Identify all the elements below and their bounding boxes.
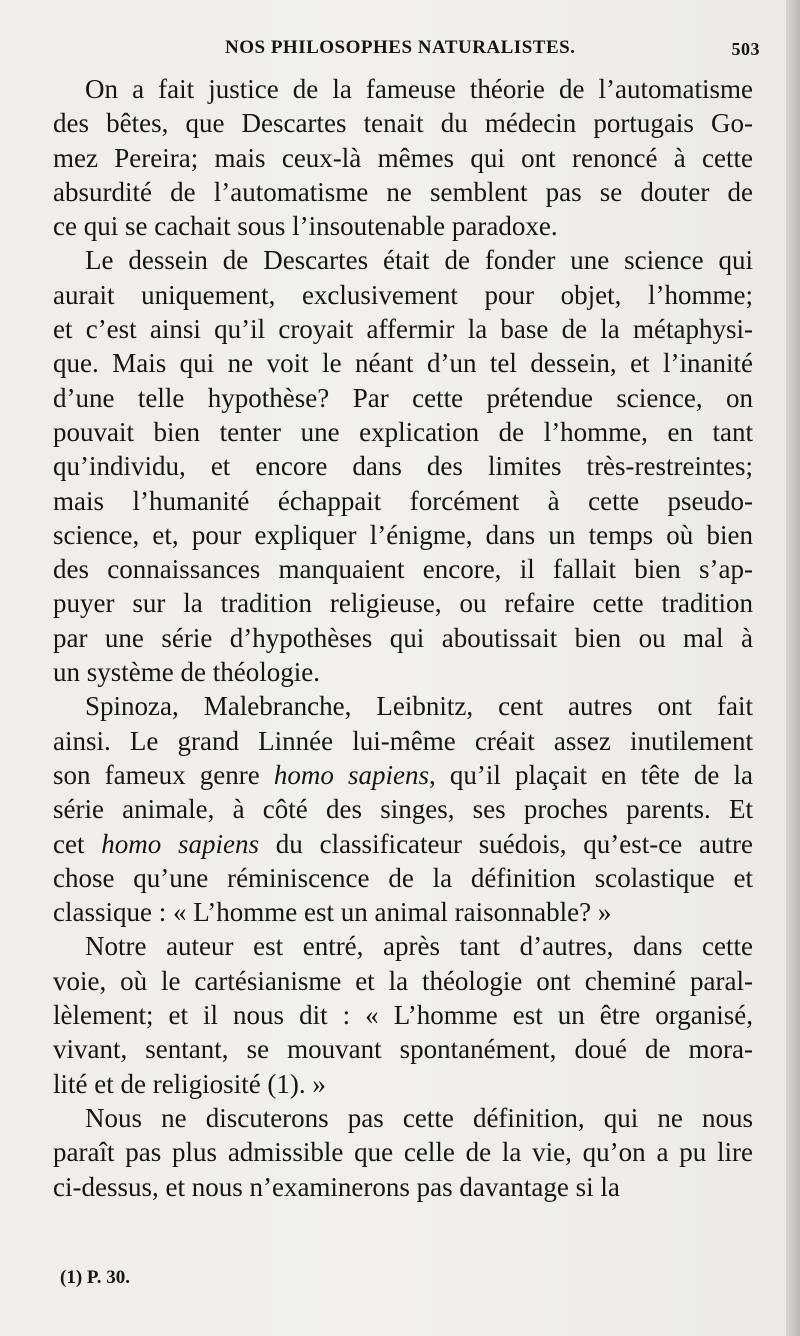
text-line: chose qu’une réminiscence de la définition scolastique et [53, 862, 753, 893]
page-edge-shadow [786, 0, 800, 1336]
text-line: puyer sur la tradition religieuse, ou refaire cette tradition [53, 588, 753, 619]
text-line: classique : « L’homme est un animal raisonnable? » [53, 897, 612, 928]
text-line: mais l’humanité échappait forcément à cette pseudo- [53, 485, 753, 516]
text-line: qu’individu, et encore dans des limites très-restreintes; [53, 451, 753, 482]
text-line: aurait uniquement, exclusivement pour objet, l’homme; [53, 279, 753, 310]
text-line: un système de théologie. [53, 657, 320, 688]
body-text [53, 72, 753, 1204]
text-line: ci-dessus, et nous n’examinerons pas davantage si la [53, 1171, 620, 1202]
paragraph [53, 929, 753, 1100]
text-line: science, et, pour expliquer l’énigme, dans un temps où bien [53, 519, 753, 550]
italic-term: homo sapiens [101, 828, 260, 859]
text-line: Le dessein de Descartes était de fonder une science qui [85, 245, 753, 276]
text-line: vivant, sentant, se mouvant spontanément, doué de mora- [53, 1034, 753, 1065]
italic-term: homo sapiens [273, 759, 430, 790]
text-line: voie, où le cartésianisme et la théologie ont cheminé paral- [53, 965, 753, 996]
text-line: On a fait justice de la fameuse théorie de l’automatisme [85, 74, 753, 104]
running-head [60, 37, 760, 67]
text-line: cet homo sapiens du classificateur suédois, qu’est-ce autre [53, 828, 753, 859]
text-line: son fameux genre homo sapiens, qu’il plaçait en tête de la [53, 759, 754, 790]
text-line: par une série d’hypothèses qui aboutissait bien ou mal à [53, 622, 753, 653]
text-line: des connaissances manquaient encore, il fallait bien s’ap- [53, 554, 753, 585]
text-line: ainsi. Le grand Linnée lui-même créait assez inutilement [53, 725, 753, 756]
paragraph [53, 243, 753, 689]
text-line: lité et de religiosité (1). » [53, 1068, 326, 1099]
text-line: Nous ne discuterons pas cette définition, qui ne nous [85, 1102, 753, 1133]
text-line: que. Mais qui ne voit le néant d’un tel dessein, et l’inanité [53, 348, 753, 379]
paragraph [53, 1101, 753, 1204]
page-number: 503 [731, 39, 760, 59]
text-line: absurdité de l’automatisme ne semblent pas se douter de [53, 176, 753, 207]
text-line: Spinoza, Malebranche, Leibnitz, cent autres ont fait [85, 691, 753, 722]
text-line: paraît pas plus admissible que celle de la vie, qu’on a pu lire [53, 1137, 753, 1168]
paragraph [53, 72, 753, 243]
running-head-title: NOS PHILOSOPHES NATURALISTES. [225, 37, 576, 58]
text-line: ce qui se cachait sous l’insoutenable paradoxe. [53, 211, 558, 242]
text-line: et c’est ainsi qu’il croyait affermir la base de la métaphysi- [53, 314, 753, 345]
paragraph [53, 689, 753, 929]
text-line: série animale, à côté des singes, ses proches parents. Et [53, 794, 753, 825]
text-line: lèlement; et il nous dit : « L’homme est un être organisé, [53, 1000, 753, 1031]
text-line: pouvait bien tenter une explication de l’homme, en tant [53, 416, 753, 447]
footnote: (1) P. 30. [60, 1267, 131, 1288]
text-line: Notre auteur est entré, après tant d’autres, dans cette [85, 931, 753, 962]
text-line: des bêtes, que Descartes tenait du médecin portugais Go- [53, 108, 753, 139]
text-line: mez Pereira; mais ceux-là mêmes qui ont renoncé à cette [53, 142, 753, 173]
text-line: d’une telle hypothèse? Par cette prétendue science, on [53, 382, 753, 413]
